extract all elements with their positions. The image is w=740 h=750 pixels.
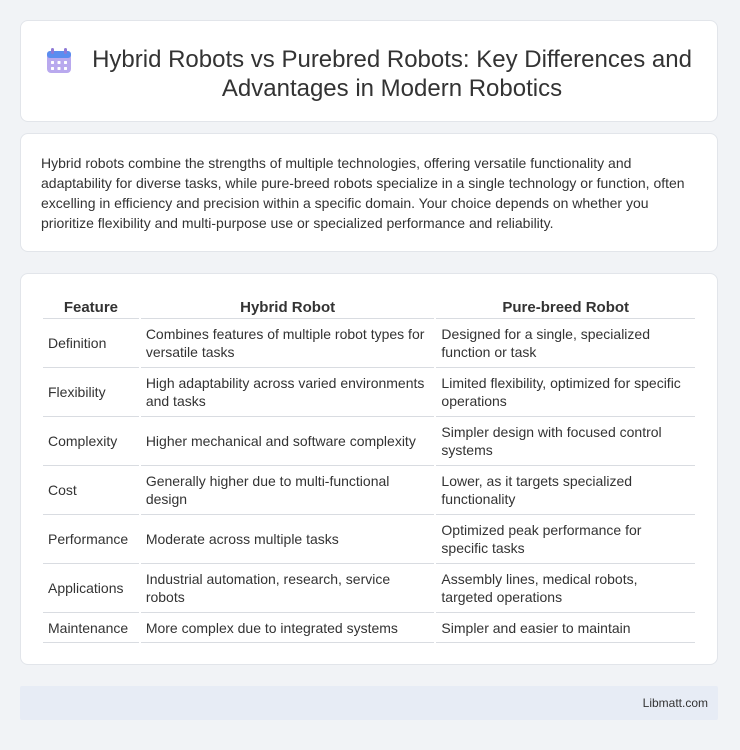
pure-breed-cell: Simpler and easier to maintain	[436, 613, 695, 643]
feature-cell: Applications	[43, 564, 139, 613]
calendar-icon	[46, 48, 72, 74]
header-pure-breed-robot: Pure-breed Robot	[436, 296, 695, 319]
pure-breed-cell: Assembly lines, medical robots, targeted operations	[436, 564, 695, 613]
hybrid-cell: Moderate across multiple tasks	[141, 515, 435, 564]
feature-cell: Performance	[43, 515, 139, 564]
comparison-table	[41, 296, 697, 643]
table-row	[43, 319, 695, 368]
table-header-row	[43, 296, 695, 319]
intro-card	[20, 133, 718, 252]
feature-cell: Complexity	[43, 417, 139, 466]
feature-cell: Cost	[43, 466, 139, 515]
hybrid-cell: Generally higher due to multi-functional design	[141, 466, 435, 515]
pure-breed-cell: Lower, as it targets specialized functionality	[436, 466, 695, 515]
hybrid-cell: Higher mechanical and software complexity	[141, 417, 435, 466]
title-card	[20, 20, 718, 122]
hybrid-cell: Combines features of multiple robot types for versatile tasks	[141, 319, 435, 368]
table-row	[43, 466, 695, 515]
table-row	[43, 417, 695, 466]
pure-breed-cell: Designed for a single, specialized function or task	[436, 319, 695, 368]
hybrid-cell: More complex due to integrated systems	[141, 613, 435, 643]
pure-breed-cell: Limited flexibility, optimized for specific operations	[436, 368, 695, 417]
table-row	[43, 613, 695, 643]
table-row	[43, 564, 695, 613]
feature-cell: Definition	[43, 319, 139, 368]
footer-brand-link[interactable]: Libmatt.com	[642, 696, 708, 710]
intro-paragraph: Hybrid robots combine the strengths of multiple technologies, offering versatile functionality and adaptability for diverse tasks, while pure-breed robots specialize in a single technology or function, often excelling in efficiency and precision within a specific domain. Your choice depends on whether you prioritize flexibility and multi-purpose use or specialized performance and reliability.	[41, 155, 685, 231]
feature-cell: Maintenance	[43, 613, 139, 643]
pure-breed-cell: Optimized peak performance for specific tasks	[436, 515, 695, 564]
hybrid-cell: Industrial automation, research, service robots	[141, 564, 435, 613]
feature-cell: Flexibility	[43, 368, 139, 417]
table-row	[43, 515, 695, 564]
pure-breed-cell: Simpler design with focused control systems	[436, 417, 695, 466]
header-feature: Feature	[43, 296, 139, 319]
page-title: Hybrid Robots vs Purebred Robots: Key Differences and Advantages in Modern Robotics	[92, 46, 692, 102]
comparison-card	[20, 273, 718, 665]
table-row	[43, 368, 695, 417]
footer-bar	[20, 686, 718, 720]
header-hybrid-robot: Hybrid Robot	[141, 296, 435, 319]
hybrid-cell: High adaptability across varied environments and tasks	[141, 368, 435, 417]
